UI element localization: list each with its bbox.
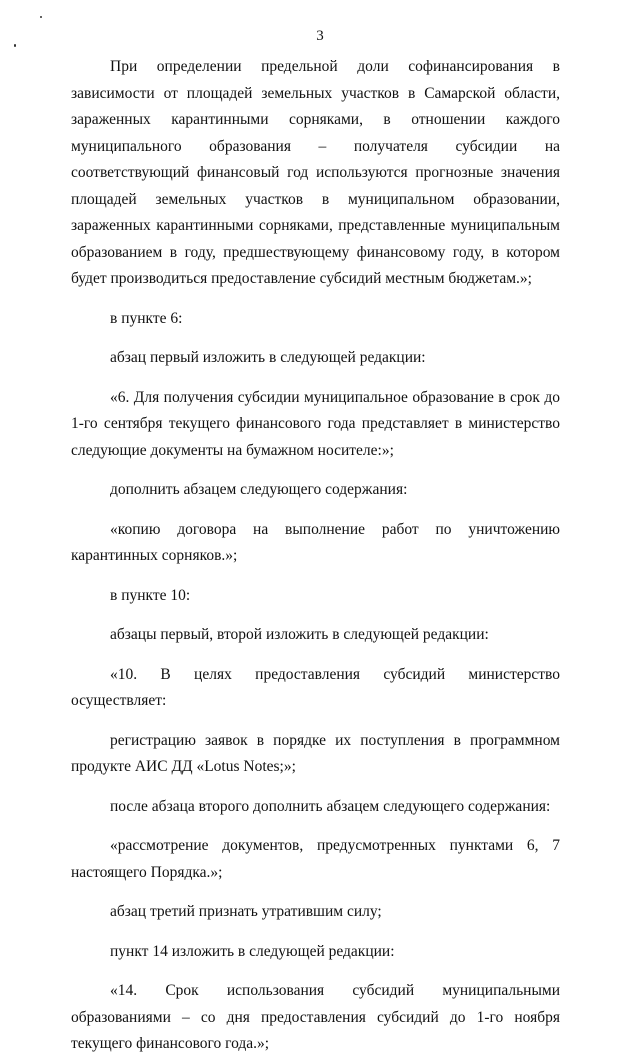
paragraph-point-10: в пункте 10: [110, 586, 191, 604]
paragraph-abzac-3-void: абзац третий признать утратившим силу; [110, 903, 382, 920]
paragraph-point-10-text: «10. В целях предоставления субсидий министерство осуществляет: [71, 665, 560, 709]
paragraph-point-14: пункт 14 изложить в следующей редакции: [110, 942, 395, 960]
paragraph-cofinancing: При определении предельной доли софинансирования в зависимости от площадей земельных участков в Самарской области, зараженных карантинными сорняками, в отношении каждого муниципального образования – получателя субсидии на соответствующий финансовый год используются прогнозные значения площадей земельных участков в муниципальном образовании, зараженных карантинными сорняками, представленные муниципальным образованием в году, предшествующему финансовому году, в котором будет производиться предоставление субсидий местным бюджетам.»; [71, 58, 560, 287]
paragraph-contract-copy: «копию договора на выполнение работ по уничтожению карантинных сорняков.»; [71, 520, 560, 564]
paragraph-subsidy-docs: «6. Для получения субсидии муниципальное образование в срок до 1-го сентября текущего финансового года представляет в министерство следующие документы на бумажном носителе:»; [71, 388, 560, 459]
paragraph-abzacs-1-2: абзацы первый, второй изложить в следующей редакции: [110, 626, 489, 643]
page-number: 3 [316, 28, 324, 44]
paragraph-registration: регистрацию заявок в порядке их поступления в программном продукте АИС ДД «Lotus Notes;»; [71, 731, 560, 775]
paragraph-add-abzac: дополнить абзацем следующего содержания: [110, 481, 408, 498]
paragraph-point-6: в пункте 6: [110, 309, 183, 327]
paragraph-point-14-text: «14. Срок использования субсидий муниципальными образованиями – со дня предоставления субсидий до 1-го ноября текущего финансового года.»; [71, 982, 560, 1052]
scan-speck [40, 16, 42, 18]
document-body [71, 54, 560, 1058]
paragraph-first-abzac: абзац первый изложить в следующей редакции: [110, 349, 426, 366]
paragraph-after-abzac-2: после абзаца второго дополнить абзацем следующего содержания: [110, 797, 551, 815]
paragraph-review-docs: «рассмотрение документов, предусмотренных пунктами 6, 7 настоящего Порядка.»; [71, 837, 560, 881]
